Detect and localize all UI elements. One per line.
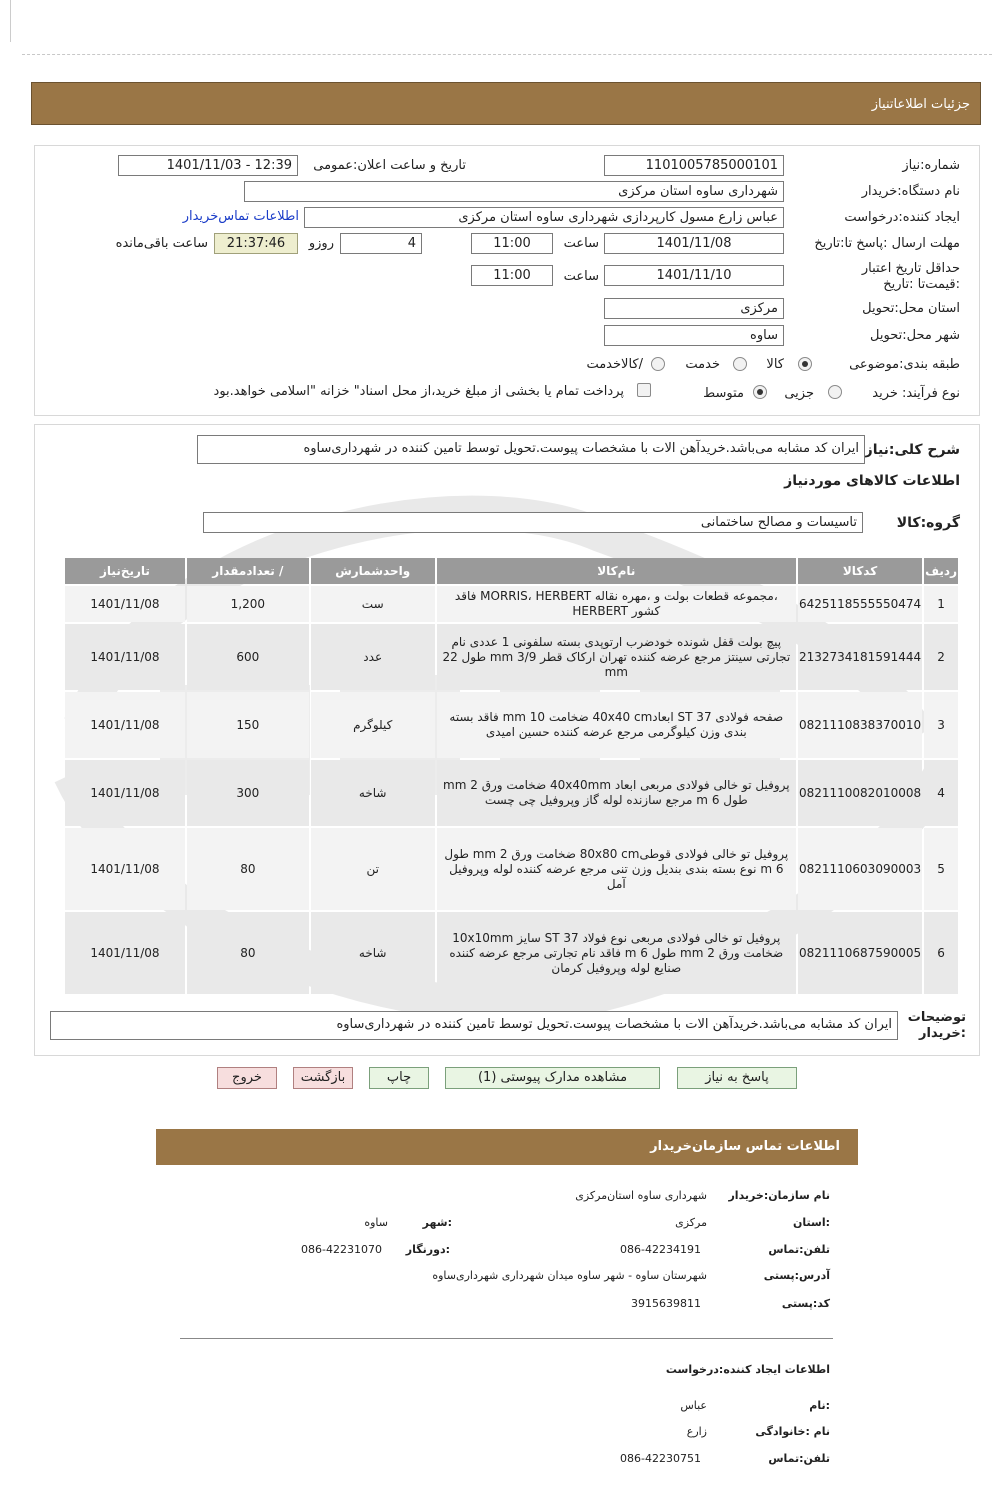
contact-city: ساوه <box>364 1216 388 1229</box>
creator-family-label: نام :خانوادگی <box>755 1425 830 1438</box>
table-header-row <box>65 558 958 584</box>
row-name: پروفیل تو خالی فولادی مربعی نوع فولاد ST 37 سایز 10x10mm ضخامت ورق 2 mm طول 6 m فاقد نام تجارتی مرجع عرضه کننده صنایع لوله وپروفیل کرمان <box>437 912 796 994</box>
buyer-notes-label: توضیحات :خریدار <box>907 1010 966 1041</box>
row-unit: ست <box>311 586 435 622</box>
category-radio-both[interactable] <box>651 357 665 371</box>
contact-title: اطلاعات تماس سازمان‌خریدار <box>650 1139 840 1154</box>
contact-address: شهرستان ساوه - شهر ساوه میدان شهرداری شهرداری‌ساوه <box>432 1269 707 1282</box>
province-field: مرکزی <box>604 298 784 319</box>
col-header-name: نام‌کالا <box>437 558 796 584</box>
summary-label: شرح کلی:نیاز <box>864 442 960 458</box>
row-code: 6425118555550474 <box>798 586 922 622</box>
col-header-qty: / تعدادمقدار <box>187 558 309 584</box>
contact-city-label: :شهر <box>422 1216 452 1229</box>
col-header-code: کدکالا <box>798 558 922 584</box>
row-qty: 1,200 <box>187 586 309 622</box>
creator-name: عباس <box>680 1399 707 1412</box>
row-unit: تن <box>311 828 435 910</box>
row-name: پروفیل تو خالی فولادی مربعی ابعاد 40x40mm ضخامت ورق 2 mm طول 6 m مرجع سازنده لوله گاز وپروفیل چی چست <box>437 760 796 826</box>
row-qty: 600 <box>187 624 309 690</box>
attachments-button[interactable]: مشاهده مدارک پیوستی (1) <box>445 1067 660 1089</box>
process-option-medium: متوسط <box>703 386 744 401</box>
announce-field: 1401/11/03 - 12:39 <box>118 155 298 176</box>
row-qty: 80 <box>187 912 309 994</box>
row-name: پروفیل تو خالی فولادی قوطی80x80 cm ضخامت ورق 2 mm طول 6 m نوع بسته بندی بندیل وزن تنی مرجع عرضه کننده لوله وپروفیل آمل <box>437 828 796 910</box>
buyer-contact-link[interactable]: اطلاعات تماس‌خریدار <box>182 209 299 224</box>
need-number-label: شماره:نیاز <box>902 158 960 173</box>
creator-phone-label: تلفن:تماس <box>768 1452 830 1465</box>
row-qty: 300 <box>187 760 309 826</box>
contact-phone-label: تلفن:تماس <box>768 1243 830 1256</box>
creator-name-label: :نام <box>809 1399 830 1412</box>
announce-label: تاریخ و ساعت اعلان:عمومی <box>313 158 466 173</box>
contact-org-label: نام سازمان:خریدار <box>728 1189 830 1202</box>
deadline-label: مهلت ارسال :پاسخ تا:تاریخ <box>814 236 960 251</box>
table-row <box>65 586 958 622</box>
col-header-index: ردیف <box>924 558 958 584</box>
goods-group-label: گروه:کالا <box>896 515 960 531</box>
row-name: پیچ بولت قفل شونده خودضرب ارتوپدی بسته سلفونی 1 عددی نام تجارتی سینتز مرجع عرضه کننده تهران ارکاک قطر 3/9 mm طول 22 mm <box>437 624 796 690</box>
back-button[interactable]: بازگشت <box>293 1067 353 1089</box>
creator-label: ایجاد کننده:درخواست <box>844 210 960 225</box>
creator-info-title: اطلاعات ایجاد کننده:درخواست <box>665 1363 830 1376</box>
deadline-time-field: 11:00 <box>471 233 553 254</box>
row-index: 1 <box>924 586 958 622</box>
process-label: نوع فرآیند: خرید <box>872 386 960 401</box>
row-code: 0821110603090003 <box>798 828 922 910</box>
row-unit: شاخه <box>311 912 435 994</box>
exit-button[interactable]: خروج <box>217 1067 277 1089</box>
table-row <box>65 692 958 758</box>
buyer-org-label: نام دستگاه:خریدار <box>861 184 960 199</box>
details-header-bar <box>31 82 981 125</box>
creator-field: عباس زارع مسول کارپردازی شهرداری ساوه استان مرکزی <box>304 207 784 228</box>
row-index: 3 <box>924 692 958 758</box>
city-field: ساوه <box>604 325 784 346</box>
goods-group-field: تاسیسات و مصالح ساختمانی <box>203 512 863 533</box>
goods-info-title: اطلاعات کالاهای موردنیاز <box>784 473 960 489</box>
payment-note: پرداخت تمام یا بخشی از مبلغ خرید،از محل اسناد" خزانه "اسلامی خواهد.بود <box>213 384 624 399</box>
treasury-checkbox[interactable] <box>637 383 651 397</box>
row-date: 1401/11/08 <box>65 692 185 758</box>
province-label: استان محل:تحویل <box>862 301 960 316</box>
category-label: طبقه بندی:موضوعی <box>849 357 960 372</box>
deadline-date-field: 1401/11/08 <box>604 233 784 254</box>
contact-postal: 3915639811 <box>631 1297 701 1310</box>
buyer-notes-field: ایران کد مشابه می‌باشد.خریدآهن الات با مشخصات پیوست.تحویل توسط تامین کننده در شهرداری‌ساوه <box>50 1011 898 1040</box>
contact-fax-label: :دورنگار <box>405 1243 450 1256</box>
row-index: 5 <box>924 828 958 910</box>
row-name: صفحه فولادی ST 37 ابعاد40x40 cm ضخامت 10 mm فاقد بسته بندی وزن کیلوگرمی مرجع عرضه کننده حسین امیدی <box>437 692 796 758</box>
need-number-field: 1101005785000101 <box>604 155 784 176</box>
row-date: 1401/11/08 <box>65 586 185 622</box>
row-index: 2 <box>924 624 958 690</box>
row-qty: 80 <box>187 828 309 910</box>
row-date: 1401/11/08 <box>65 828 185 910</box>
row-code: 0821110838370010 <box>798 692 922 758</box>
row-unit: کیلوگرم <box>311 692 435 758</box>
contact-org: شهرداری ساوه استان‌مرکزی <box>575 1189 707 1202</box>
price-valid-time-label: ساعت <box>563 269 599 284</box>
table-row <box>65 760 958 826</box>
process-radio-minor[interactable] <box>828 385 842 399</box>
days-label: روزو <box>308 236 334 251</box>
row-code: 2132734181591444 <box>798 624 922 690</box>
price-valid-date-field: 1401/11/10 <box>604 265 784 286</box>
city-label: شهر محل:تحویل <box>870 328 960 343</box>
deadline-time-label: ساعت <box>563 236 599 251</box>
row-date: 1401/11/08 <box>65 624 185 690</box>
contact-header-bar <box>156 1129 858 1165</box>
summary-field: ایران کد مشابه می‌باشد.خریدآهن الات با مشخصات پیوست.تحویل توسط تامین کننده در شهرداری‌ساوه <box>197 435 865 464</box>
row-date: 1401/11/08 <box>65 912 185 994</box>
col-header-unit: واحدشمارش <box>311 558 435 584</box>
category-option-goods: کالا <box>766 357 784 372</box>
row-code: 0821110687590005 <box>798 912 922 994</box>
contact-fax: 086-42231070 <box>301 1243 382 1256</box>
print-button[interactable]: چاپ <box>369 1067 429 1089</box>
process-option-minor: جزیی <box>784 386 814 401</box>
row-index: 6 <box>924 912 958 994</box>
row-name: ،مجموعه قطعات بولت و ،مهره نقاله MORRIS، HERBERT فاقد کشور HERBERT <box>437 586 796 622</box>
col-header-date: تاریخ‌نیاز <box>65 558 185 584</box>
row-date: 1401/11/08 <box>65 760 185 826</box>
contact-province-label: :استان <box>793 1216 830 1229</box>
goods-table <box>63 556 960 996</box>
category-radio-goods[interactable] <box>798 357 812 371</box>
row-index: 4 <box>924 760 958 826</box>
creator-phone: 086-42230751 <box>620 1452 701 1465</box>
row-unit: شاخه <box>311 760 435 826</box>
row-qty: 150 <box>187 692 309 758</box>
breadcrumb: جزئیات اطلاعاتنیاز <box>871 97 970 112</box>
top-divider <box>22 54 992 55</box>
contact-postal-label: کد:پستی <box>781 1297 830 1310</box>
category-option-both: /کالاخدمت <box>586 357 643 372</box>
remaining-label: ساعت باقی‌مانده <box>115 236 208 251</box>
table-row <box>65 912 958 994</box>
price-valid-time-field: 11:00 <box>471 265 553 286</box>
process-radio-medium[interactable] <box>753 385 767 399</box>
contact-divider <box>180 1338 833 1339</box>
table-row <box>65 828 958 910</box>
contact-phone: 086-42234191 <box>620 1243 701 1256</box>
page-edge-line <box>10 0 11 42</box>
reply-button[interactable]: پاسخ به نیاز <box>677 1067 797 1089</box>
category-option-service: خدمت <box>685 357 720 372</box>
days-field: 4 <box>340 233 422 254</box>
contact-province: مرکزی <box>675 1216 707 1229</box>
creator-family: زارع <box>686 1425 707 1438</box>
category-radio-service[interactable] <box>733 357 747 371</box>
buyer-org-field: شهرداری ساوه استان مرکزی <box>244 181 784 202</box>
row-unit: عدد <box>311 624 435 690</box>
remaining-timer: 21:37:46 <box>214 233 298 254</box>
price-valid-label: حداقل تاریخ اعتبار :قیمت‌تا :تاریخ <box>861 261 960 292</box>
row-code: 0821110082010008 <box>798 760 922 826</box>
table-row <box>65 624 958 690</box>
contact-address-label: آدرس:پستی <box>763 1269 830 1282</box>
